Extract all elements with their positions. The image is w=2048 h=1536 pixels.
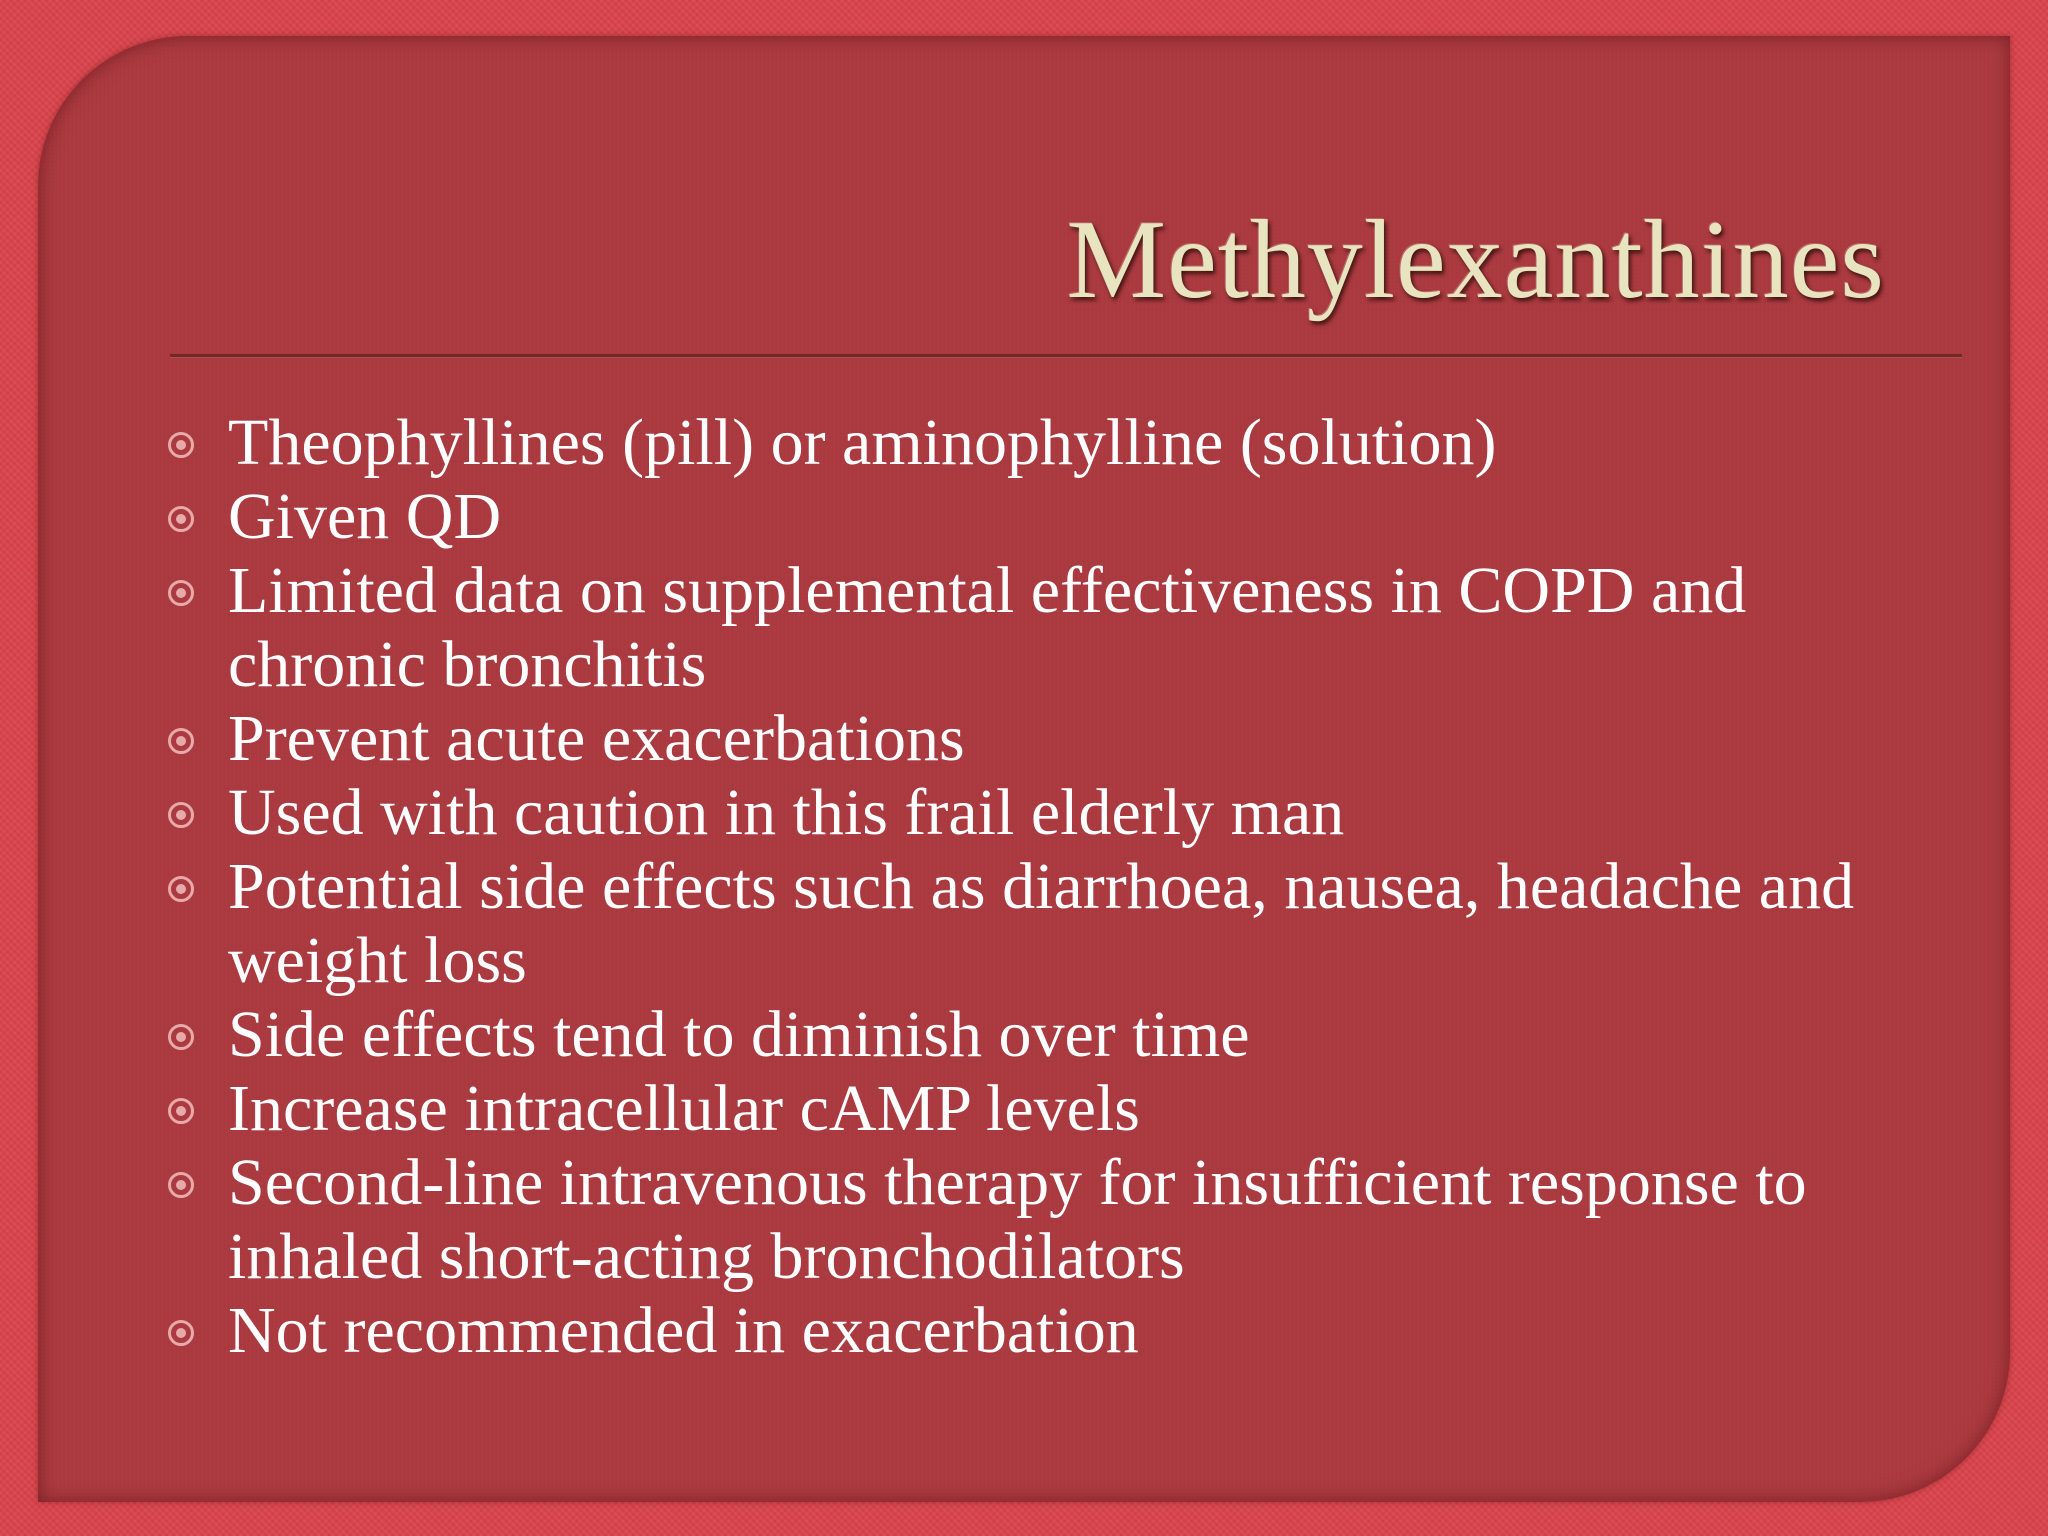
circled-dot-icon [168, 432, 194, 458]
bullet-text: Side effects tend to diminish over time [228, 998, 1250, 1071]
bullet-text: Limited data on supplemental effectiveness in COPD and chronic bronchitis [228, 554, 1747, 701]
bullet-item [168, 702, 1948, 776]
bullet-text: Theophyllines (pill) or aminophylline (solution) [228, 406, 1497, 479]
bullet-text: Increase intracellular cAMP levels [228, 1072, 1140, 1145]
bullet-text: Used with caution in this frail elderly man [228, 776, 1345, 849]
bullet-item [168, 776, 1948, 850]
circled-dot-icon [168, 728, 194, 754]
bullet-item [168, 998, 1948, 1072]
slide-title: Methylexanthines [1066, 198, 1885, 322]
bullet-text: Given QD [228, 480, 502, 553]
circled-dot-icon [168, 580, 194, 606]
circled-dot-icon [168, 1024, 194, 1050]
bullet-item [168, 850, 1948, 998]
bullet-item [168, 1072, 1948, 1146]
bullet-text: Not recommended in exacerbation [228, 1294, 1139, 1367]
bullet-item [168, 1146, 1948, 1294]
circled-dot-icon [168, 876, 194, 902]
circled-dot-icon [168, 506, 194, 532]
bullet-list [168, 406, 1948, 1368]
circled-dot-icon [168, 802, 194, 828]
bullet-text: Prevent acute exacerbations [228, 702, 965, 775]
bullet-item [168, 1294, 1948, 1368]
bullet-text: Second-line intravenous therapy for insufficient response to inhaled short-acting bronchodilators [228, 1146, 1807, 1293]
circled-dot-icon [168, 1098, 194, 1124]
bullet-item [168, 406, 1948, 480]
bullet-text: Potential side effects such as diarrhoea, nausea, headache and weight loss [228, 850, 1855, 997]
circled-dot-icon [168, 1172, 194, 1198]
bullet-item [168, 480, 1948, 554]
slide-panel [38, 36, 2010, 1502]
title-divider [170, 354, 1962, 357]
circled-dot-icon [168, 1320, 194, 1346]
bullet-item [168, 554, 1948, 702]
